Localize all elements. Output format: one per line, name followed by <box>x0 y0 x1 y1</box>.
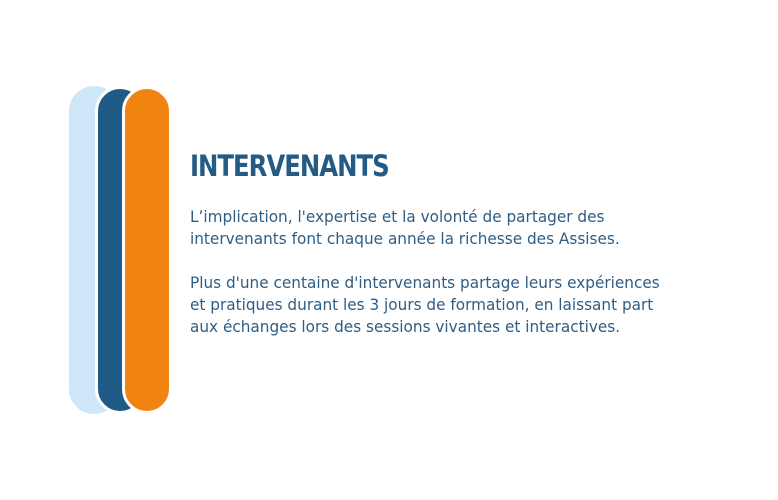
paragraph-2 <box>190 272 725 338</box>
paragraph-2-line-2: et pratiques durant les 3 jours de formation, en laissant part <box>190 295 654 314</box>
content-block <box>190 148 750 338</box>
paragraph-1 <box>190 206 725 250</box>
orange-pill <box>122 86 172 414</box>
section-title: INTERVENANTS <box>190 149 389 183</box>
decorative-pills <box>0 0 200 500</box>
paragraph-2-line-3: aux échanges lors des sessions vivantes et interactives. <box>190 317 621 336</box>
paragraph-1-line-1: L’implication, l'expertise et la volonté de partager des <box>190 207 605 226</box>
paragraph-2-line-1: Plus d'une centaine d'intervenants partage leurs expériences <box>190 273 660 292</box>
paragraph-1-line-2: intervenants font chaque année la richesse des Assises. <box>190 229 620 248</box>
